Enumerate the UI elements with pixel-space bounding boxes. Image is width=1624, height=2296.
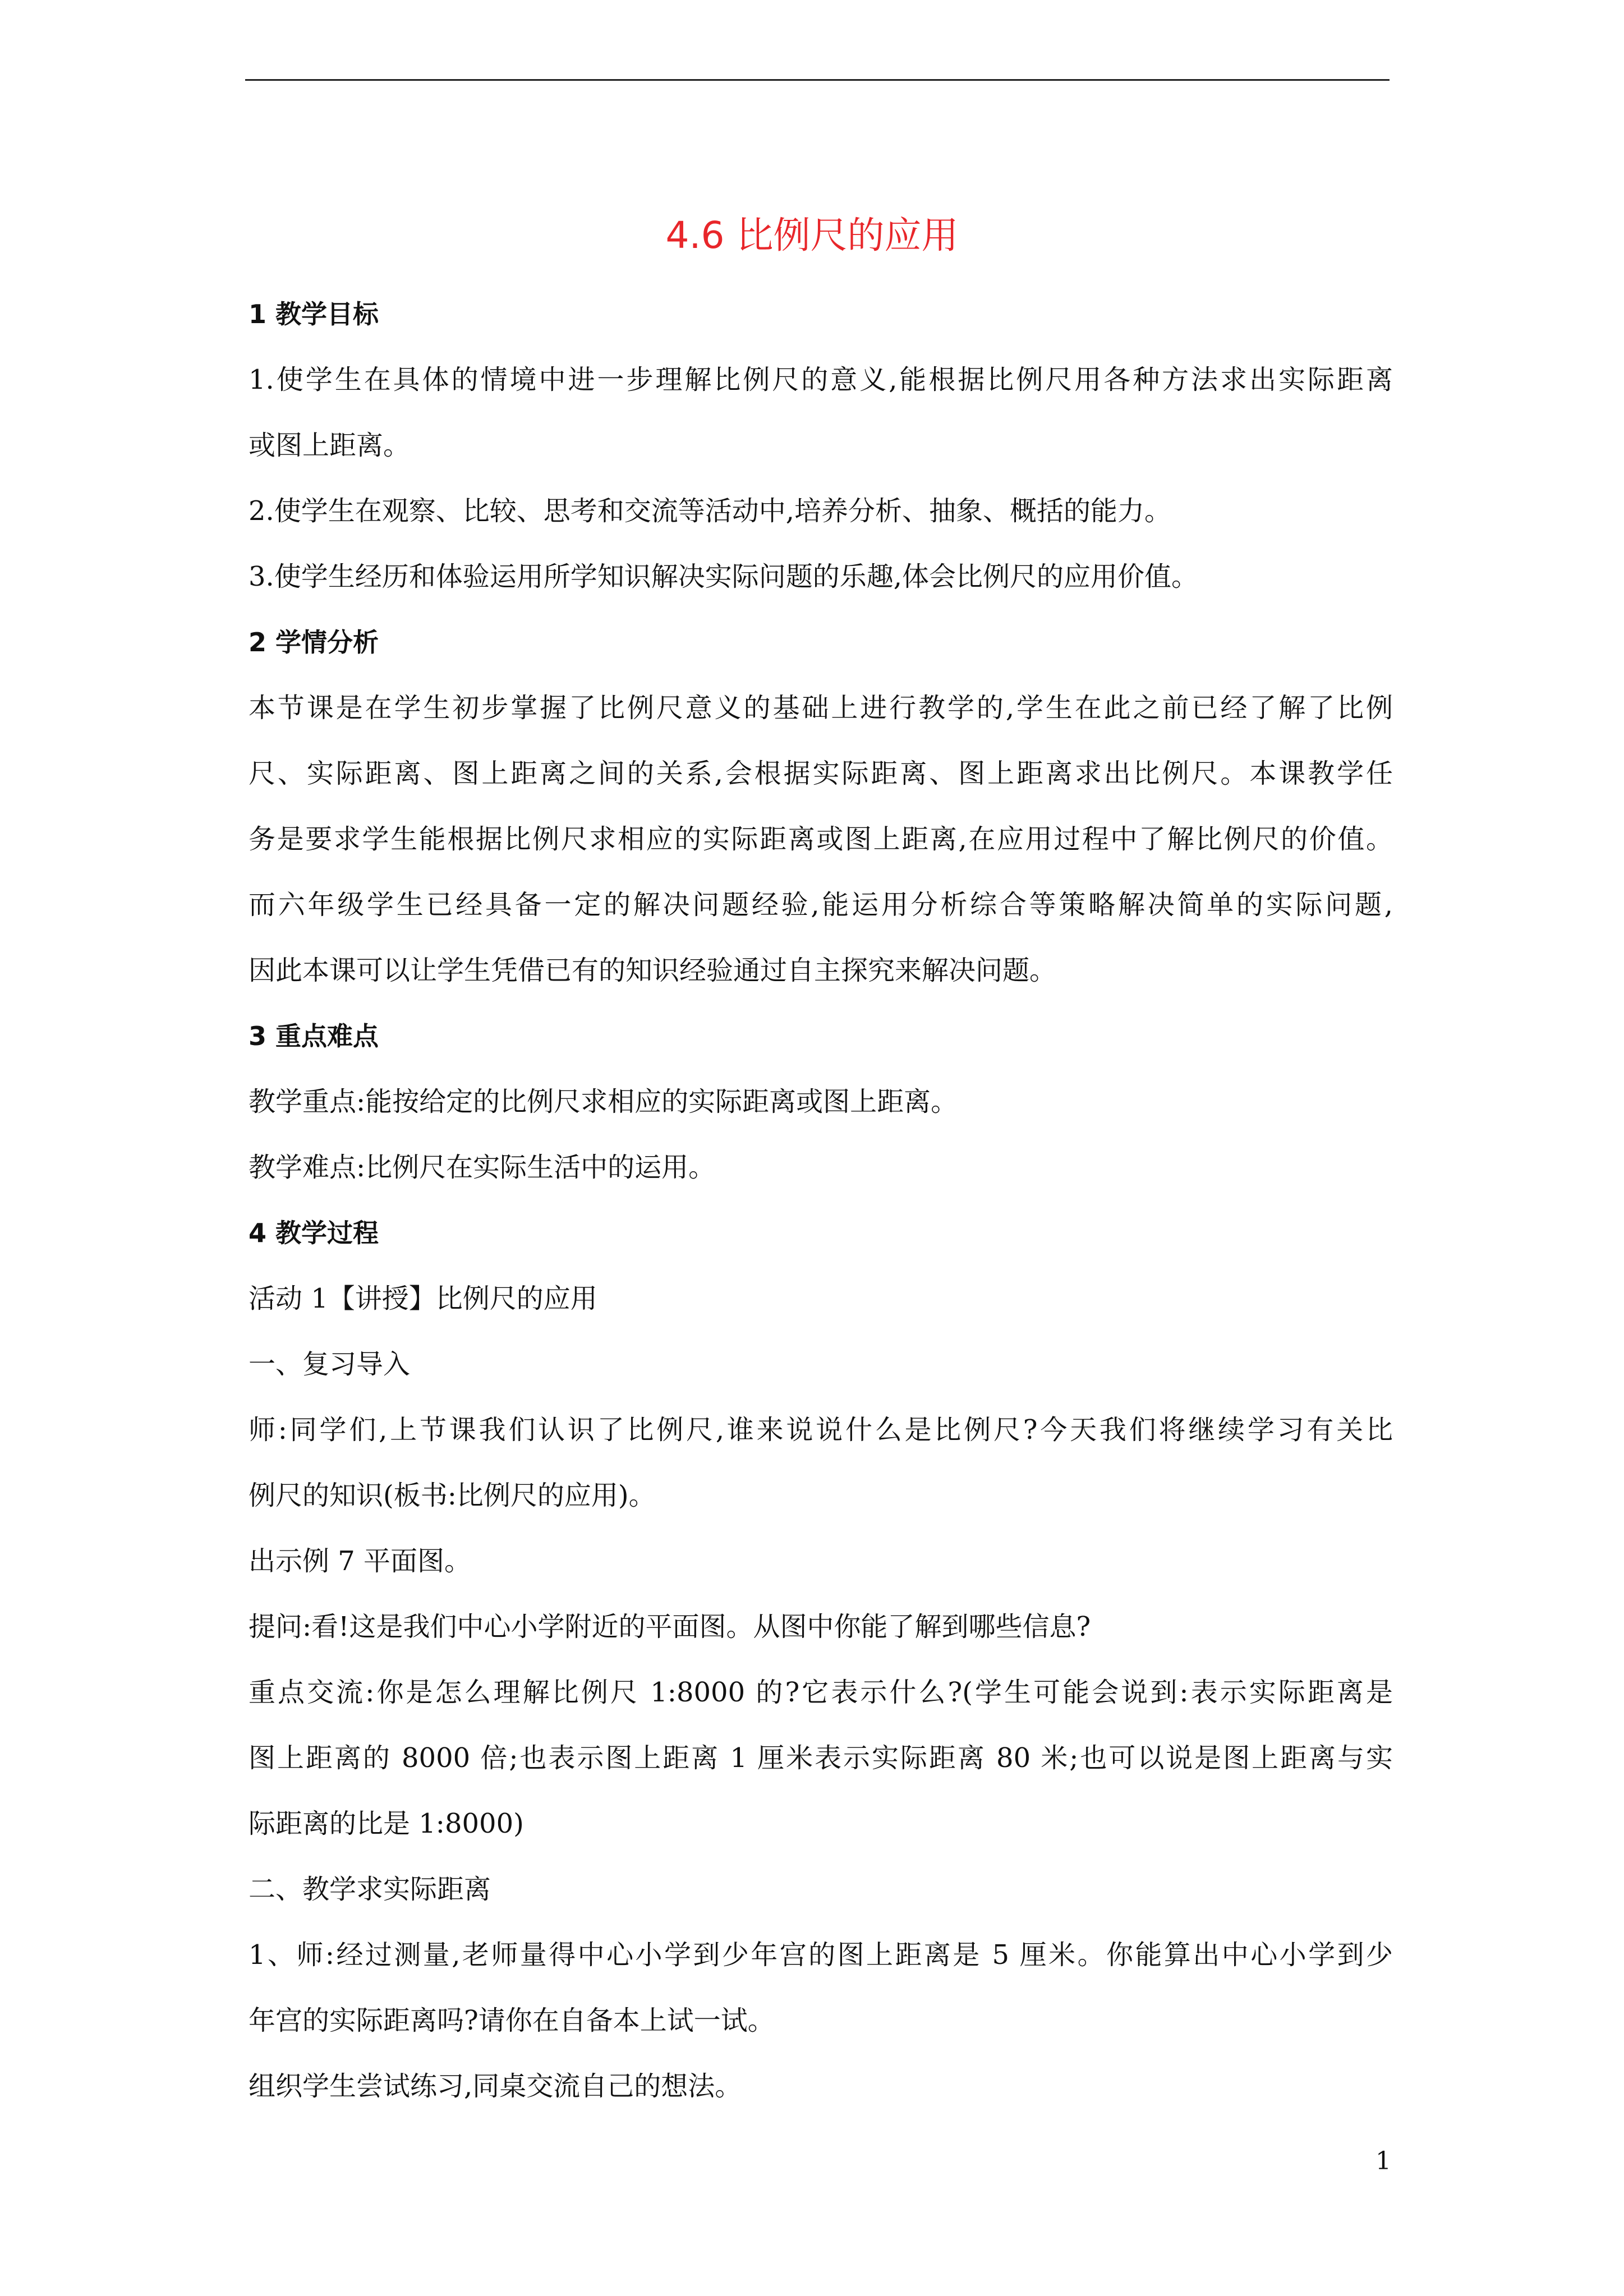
part-2-heading: 二、教学求实际距离 xyxy=(249,1874,491,1905)
objective-1-line-2: 或图上距离。 xyxy=(249,430,411,461)
section-heading-process: 4 教学过程 xyxy=(249,1218,379,1248)
analysis-line-2: 尺、实际距离、图上距离之间的关系,会根据实际距离、图上距离求出比例尺。本课教学任 xyxy=(249,758,1393,789)
organize-practice: 组织学生尝试练习,同桌交流自己的想法。 xyxy=(249,2070,742,2102)
exchange-line-3: 际距离的比是 1:8000) xyxy=(249,1808,524,1839)
document-body xyxy=(249,297,1393,2135)
section-heading-key-points: 3 重点难点 xyxy=(249,1021,379,1051)
exchange-line-1: 重点交流:你是怎么理解比例尺 1:8000 的?它表示什么?(学生可能会说到:表示实际距离是 xyxy=(249,1677,1393,1708)
objective-1-line-1: 1.使学生在具体的情境中进一步理解比例尺的意义,能根据比例尺用各种方法求出实际距离 xyxy=(249,364,1393,395)
task-1-line-2: 年宫的实际距离吗?请你在自备本上试一试。 xyxy=(249,2005,775,2036)
exchange-line-2: 图上距离的 8000 倍;也表示图上距离 1 厘米表示实际距离 80 米;也可以说是图上距离与实 xyxy=(249,1742,1393,1774)
analysis-line-3: 务是要求学生能根据比例尺求相应的实际距离或图上距离,在应用过程中了解比例尺的价值。 xyxy=(249,823,1393,855)
section-heading-analysis: 2 学情分析 xyxy=(249,627,379,657)
section-heading-objectives: 1 教学目标 xyxy=(249,299,379,329)
header-rule xyxy=(245,79,1390,81)
objective-3: 3.使学生经历和体验运用所学知识解决实际问题的乐趣,体会比例尺的应用价值。 xyxy=(249,561,1199,592)
analysis-line-4: 而六年级学生已经具备一定的解决问题经验,能运用分析综合等策略解决简单的实际问题, xyxy=(249,889,1393,921)
objective-2: 2.使学生在观察、比较、思考和交流等活动中,培养分析、抽象、概括的能力。 xyxy=(249,495,1172,527)
difficult-point: 教学难点:比例尺在实际生活中的运用。 xyxy=(249,1152,716,1183)
analysis-line-1: 本节课是在学生初步掌握了比例尺意义的基础上进行教学的,学生在此之前已经了解了比例 xyxy=(249,692,1393,724)
teacher-intro-line-1: 师:同学们,上节课我们认识了比例尺,谁来说说什么是比例尺?今天我们将继续学习有关比 xyxy=(249,1414,1393,1446)
activity-title: 活动 1【讲授】比例尺的应用 xyxy=(249,1283,597,1314)
key-point: 教学重点:能按给定的比例尺求相应的实际距离或图上距离。 xyxy=(249,1086,958,1117)
task-1-line-1: 1、师:经过测量,老师量得中心小学到少年宫的图上距离是 5 厘米。你能算出中心小学到少 xyxy=(249,1939,1393,1971)
page-number: 1 xyxy=(1375,2147,1391,2175)
part-1-heading: 一、复习导入 xyxy=(249,1349,411,1380)
show-example: 出示例 7 平面图。 xyxy=(249,1545,472,1577)
teacher-intro-line-2: 例尺的知识(板书:比例尺的应用)。 xyxy=(249,1480,656,1511)
question: 提问:看!这是我们中心小学附近的平面图。从图中你能了解到哪些信息? xyxy=(249,1611,1091,1642)
document-title: 4.6 比例尺的应用 xyxy=(665,214,959,257)
analysis-line-5: 因此本课可以让学生凭借已有的知识经验通过自主探究来解决问题。 xyxy=(249,955,1057,986)
